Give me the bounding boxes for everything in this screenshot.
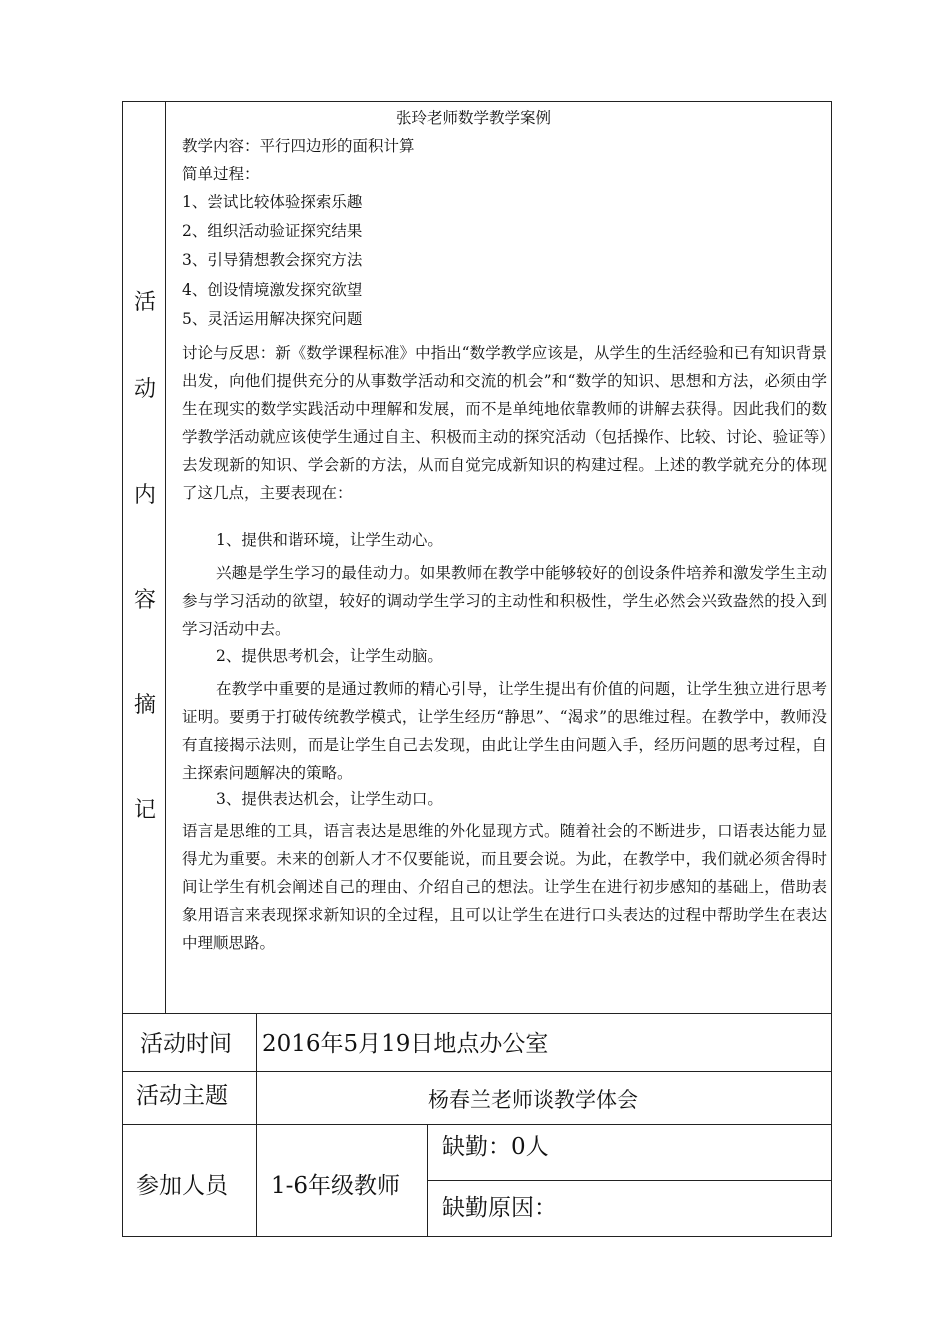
vertical-label-char: 容	[133, 588, 156, 613]
vertical-label-char: 动	[133, 377, 156, 402]
absence-split-line	[427, 1180, 832, 1181]
top-section-divider	[165, 101, 166, 1013]
participants-value: 1-6年级教师	[271, 1173, 401, 1199]
body-paragraph: 语言是思维的工具，语言表达是思维的外化显现方式。随着社会的不断进步，口语表达能力显得尤为重要。未来的创新人才不仅要能说，而且要会说。为此，在教学中，我们就必须舍得时间让学生有机会阐述自己的理由、介绍自己的想法。让学生在进行初步感知的基础上，借助表象用语言来表现探求新知识的全过程，且可以让学生在进行口头表达的过程中帮助学生在表达中理顺思路。	[182, 822, 827, 952]
vertical-label-char: 内	[133, 483, 156, 508]
reflection-paragraph: 讨论与反思：新《数学课程标准》中指出“数学教学应该是，从学生的生活经验和已有知识背景出发，向他们提供充分的从事数学活动和交流的机会”和“数学的知识、思想和方法，必须由学生在现实的数学实践活动中理解和发展，而不是单纯地依靠教师的讲解去获得。因此我们的数学教学活动就应该使学生通过自主、积极而主动的探究活动（包括操作、比较、讨论、验证等）去发现新的知识、学会新的方法，从而自觉完成新知识的构建过程。上述的教学就充分的体现了这几点，主要表现在：	[182, 344, 827, 502]
activity-theme-value: 杨春兰老师谈教学体会	[428, 1088, 638, 1112]
point-heading: 1、提供和谐环境，让学生动心。	[216, 531, 443, 549]
row-line-2	[122, 1071, 832, 1072]
participants-label: 参加人员	[136, 1173, 228, 1199]
row-line-1	[122, 1013, 832, 1014]
table-border-top	[122, 101, 832, 102]
body-paragraph: 兴趣是学生学习的最佳动力。如果教师在教学中能够较好的创设条件培养和激发学生主动参与学习活动的欲望，较好的调动学生学习的主动性和积极性，学生必然会兴致盎然的投入到学习活动中去。	[182, 564, 827, 638]
vertical-label-char: 记	[133, 798, 156, 823]
content-line: 5、灵活运用解决探究问题	[182, 310, 363, 328]
point-heading: 3、提供表达机会，让学生动口。	[216, 790, 443, 808]
content-line: 3、引导猜想教会探究方法	[182, 251, 363, 269]
content-line: 2、组织活动验证探究结果	[182, 222, 363, 240]
table-border-right	[831, 101, 832, 1237]
table-border-left	[122, 101, 123, 1237]
content-line: 1、尝试比较体验探索乐趣	[182, 193, 363, 211]
point-heading: 2、提供思考机会，让学生动脑。	[216, 647, 443, 665]
content-line: 4、创设情境激发探究欲望	[182, 281, 363, 299]
absent-reason-label: 缺勤原因：	[442, 1195, 557, 1221]
body-paragraph: 在教学中重要的是通过教师的精心引导，让学生提出有价值的问题，让学生独立进行思考证明。要勇于打破传统教学模式，让学生经历“静思”、“渴求”的思维过程。在教学中，教师没有直接揭示法则，而是让学生自己去发现，由此让学生由问题入手，经历问题的思考过程，自主探索问题解决的策略。	[182, 680, 827, 782]
activity-theme-label: 活动主题	[136, 1083, 228, 1109]
activity-time-label: 活动时间	[140, 1031, 232, 1057]
content-line: 教学内容：平行四边形的面积计算	[182, 137, 415, 155]
label-column-divider	[256, 1013, 257, 1237]
table-border-bottom	[122, 1236, 832, 1237]
activity-time-value: 2016年5月19日地点办公室	[262, 1031, 549, 1057]
content-line: 简单过程：	[182, 165, 260, 183]
vertical-label-char: 活	[133, 290, 156, 315]
row-line-3	[122, 1124, 832, 1125]
case-title: 张玲老师数学教学案例	[396, 109, 552, 127]
absent-count: 缺勤：0人	[442, 1134, 549, 1160]
vertical-label-char: 摘	[133, 693, 156, 718]
